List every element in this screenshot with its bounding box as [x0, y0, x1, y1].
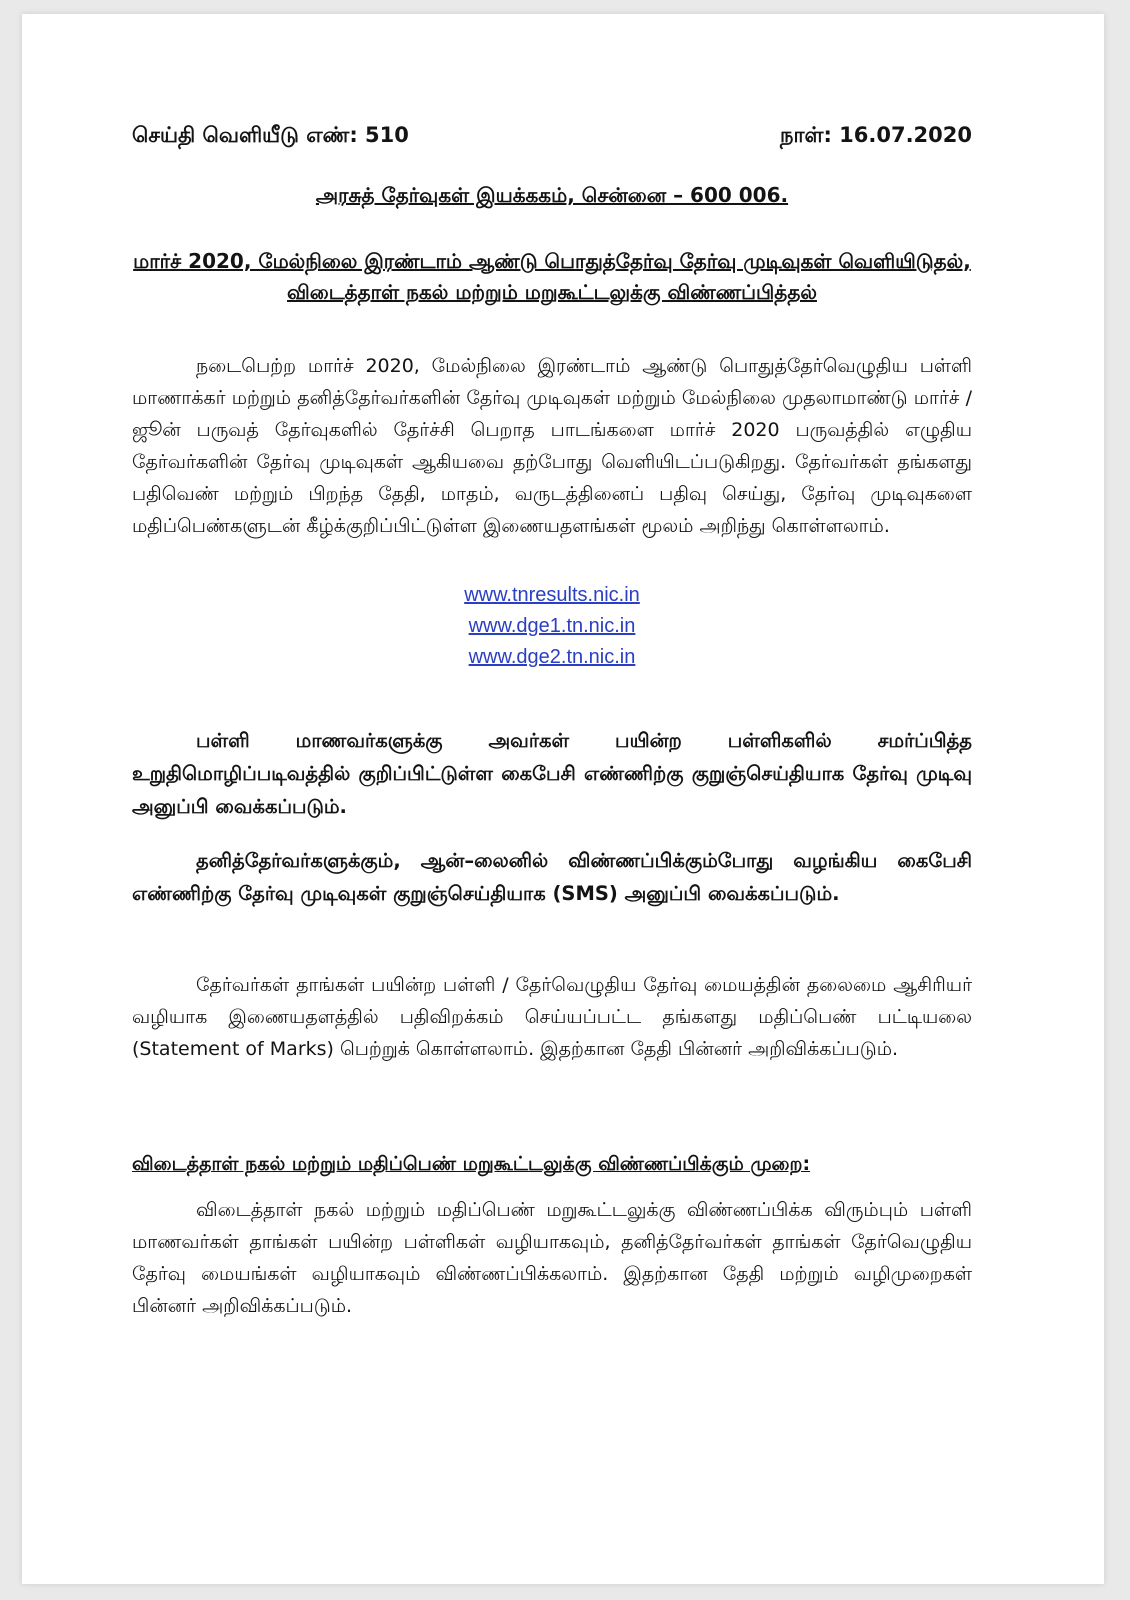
- paragraph-revaluation: விடைத்தாள் நகல் மற்றும் மதிப்பெண் மறுகூட்டலுக்கு விண்ணப்பிக்க விரும்பும் பள்ளி மாணவர்கள் தாங்கள் பயின்ற பள்ளிகள் வழியாகவும், தனித்தேர்வர்கள் தாங்கள் தேர்வெழுதிய தேர்வு மையங்கள் வழியாகவும் விண்ணப்பிக்கலாம். இதற்கான தேதி மற்றும் வழிமுறைகள் பின்னர் அறிவிக்கப்படும்.: [132, 1199, 972, 1317]
- link-dge2[interactable]: www.dge2.tn.nic.in: [468, 646, 636, 668]
- section-subheading: விடைத்தாள் நகல் மற்றும் மதிப்பெண் மறுகூட்டலுக்கு விண்ணப்பிக்கும் முறை:: [132, 1153, 811, 1175]
- paragraph-results: நடைபெற்ற மார்ச் 2020, மேல்நிலை இரண்டாம் ஆண்டு பொதுத்தேர்வெழுதிய பள்ளி மாணாக்கர் மற்றும் தனித்தேர்வர்களின் தேர்வு முடிவுகள் மற்றும் மேல்நிலை முதலாமாண்டு மார்ச் / ஜூன் பருவத் தேர்வுகளில் தேர்ச்சி பெறாத பாடங்களை மார்ச் 2020 பருவத்தில் எழுதிய தேர்வர்களின் தேர்வு முடிவுகள் ஆகியவை தற்போது வெளியிடப்படுகிறது. தேர்வர்கள் தங்களது பதிவெண் மற்றும் பிறந்த தேதி, மாதம், வருடத்தினைப் பதிவு செய்து, தேர்வு முடிவுகளை மதிப்பெண்களுடன் கீழ்க்குறிப்பிட்டுள்ள இணையதளங்கள் மூலம் அறிந்து கொள்ளலாம்.: [132, 355, 972, 537]
- document-page: [22, 14, 1104, 1584]
- results-links: [132, 580, 972, 673]
- paragraph-school-sms: பள்ளி மாணவர்களுக்கு அவர்கள் பயின்ற பள்ளிகளில் சமர்ப்பித்த உறுதிமொழிப்படிவத்தில் குறிப்பிட்டுள்ள கைபேசி எண்ணிற்கு குறுஞ்செய்தியாக தேர்வு முடிவு அனுப்பி வைக்கப்படும்.: [132, 729, 972, 818]
- link-tnresults[interactable]: www.tnresults.nic.in: [464, 584, 640, 606]
- office-heading: அரசுத் தேர்வுகள் இயக்ககம், சென்னை – 600 006.: [315, 183, 789, 207]
- release-number: செய்தி வெளியீடு எண்: 510: [132, 123, 409, 147]
- paragraph-statement-of-marks: தேர்வர்கள் தாங்கள் பயின்ற பள்ளி / தேர்வெழுதிய தேர்வு மையத்தின் தலைமை ஆசிரியர் வழியாக இணையதளத்தில் பதிவிறக்கம் செய்யப்பட்ட தங்களது மதிப்பெண் பட்டியலை (Statement of Marks) பெற்றுக் கொள்ளலாம். இதற்கான தேதி பின்னர் அறிவிக்கப்படும்.: [132, 974, 972, 1060]
- document-title: மார்ச் 2020, மேல்நிலை இரண்டாம் ஆண்டு பொதுத்தேர்வு தேர்வு முடிவுகள் வெளியிடுதல், விடைத்தாள் நகல் மற்றும் மறுகூட்டலுக்கு விண்ணப்பித்தல்: [133, 249, 971, 304]
- paragraph-private-sms: தனித்தேர்வர்களுக்கும், ஆன்–லைனில் விண்ணப்பிக்கும்போது வழங்கிய கைபேசி எண்ணிற்கு தேர்வு முடிவுகள் குறுஞ்செய்தியாக (SMS) அனுப்பி வைக்கப்படும்.: [132, 849, 972, 905]
- release-date: நாள்: 16.07.2020: [780, 123, 972, 147]
- header-row: [132, 122, 972, 148]
- link-dge1[interactable]: www.dge1.tn.nic.in: [468, 615, 636, 637]
